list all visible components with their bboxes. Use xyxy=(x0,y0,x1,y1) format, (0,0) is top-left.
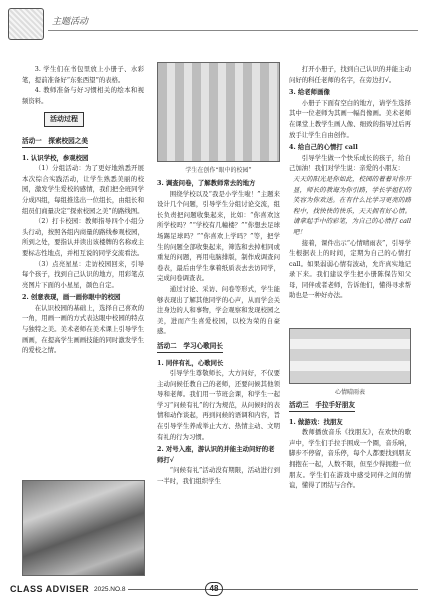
subheading: 3. 调查问卷，了解教师常去的地方 xyxy=(157,179,256,187)
page-header xyxy=(0,0,427,48)
paragraph: 在认识校园的基础上，选择自己喜欢的一角，用画一画的方式表达眼中校园的特点与独特之美。美术老师在美术课上引导学生画画，在提高学生画画技能的同时激发学生的爱校之情。 xyxy=(22,303,144,355)
paragraph: 教师播放音乐《找朋友》，在欢快的歌声中，学生们手拉手围成一个圈，音乐响，脚步不停留，音乐停，每个人都要找到朋友拥抱在一起，人数不限，但至少得拥抱一位朋友。学生们在游戏中感受同伴之间的情谊，懂得了团结与合作。 xyxy=(289,428,411,490)
section-title: 主题活动 xyxy=(52,17,89,27)
magazine-name: CLASS ADVISER xyxy=(10,584,90,594)
column-3 xyxy=(289,64,411,301)
issue-number: 2025.NO.8 xyxy=(94,586,126,593)
paragraph: （2）打卡校园：教师指导四个小组分头行动，按照各组内商量的路线参观校园，所到之处，要指认并读出该楼牌的名称或主要标志性地点，并相互说的同学交流看法。 xyxy=(22,217,144,257)
subheading: 3. 给老师画像 xyxy=(289,88,330,97)
photo-caption: 心情晴雨表 xyxy=(334,389,365,396)
subheading: 2. 对号入座，游认识的并能主动问好的老师打√ xyxy=(157,445,275,464)
paragraph: “问候有礼”活动没有期限，活动进行到一半时，我们组织学生 xyxy=(157,466,280,486)
student-drawing-photo xyxy=(157,62,280,162)
subheading: 1. 认识学校，参观校园 xyxy=(22,153,89,162)
header-illustration xyxy=(8,8,44,40)
paragraph: 引导学生做一个快乐成长的孩子，给自己加油！我们对学生说：亲爱的小朋友： xyxy=(289,153,411,173)
activity-heading: 活动三 手拉手好朋友 xyxy=(289,400,355,412)
mood-chart-photo xyxy=(289,328,411,384)
paragraph: 引导学生尊敬师长，大方问好，不仅要主动问候任教自己的老师，还要问候其他领导和老师。我们用一节班会课，和学生一起学习“问候有礼”的行为规范，从问候时的表情和动作谈起，再到问候的语调和内容，旨在引导学生养成举止大方、热情主动、文明有礼的行为习惯。 xyxy=(157,369,280,441)
subheading: 1. 同伴有礼，心歌同长 xyxy=(157,358,224,367)
page-number: 48 xyxy=(205,582,223,596)
subheading: 1. 做游戏：找朋友 xyxy=(289,417,343,426)
paragraph: 4. 教师准备与好习惯相关的绘本和视频资料。 xyxy=(22,86,144,105)
subheading: 2. 创意表现，画一画你眼中的校园 xyxy=(22,293,121,302)
header-rule xyxy=(48,30,418,31)
subheading: 4. 给自己的心情打 call xyxy=(289,143,358,152)
classroom-photo xyxy=(22,480,145,576)
photo-caption: 学生在创作“眼中的校园” xyxy=(185,167,252,174)
letter-text: 天天的阳光是你如此，校园的着着对你开显，师长的教诲为你引路，学长学姐们的笑容为你欢送。在有什么比学习更亮的路程中，找快快的快乐，天天拥有好心情。请拿起手中的彩笔，为自己的心情打 call 吧！ xyxy=(293,174,411,236)
paragraph: 接着，课件出示“心情晴雨表”，引导学生根据表上的时间，定期为自己的心情打 call。如果弱弱心情有波动，允许真实地记录下来。我们建议学生把小册陈保告知父母，同伴或者老师，告诉他们，懂得寻求帮助也是一种好办法。 xyxy=(289,238,411,300)
activity-heading: 活动一 探索校园之美 xyxy=(22,136,88,148)
activity-process-box: 活动过程 xyxy=(44,112,84,127)
activity-heading: 活动二 学习心歌同长 xyxy=(157,341,223,353)
footer-rule xyxy=(128,589,418,590)
paragraph: （3）点亮星星：走访校园回来，引导每个孩子，找到自己认识的地方，用彩笔点亮图片下面的小星星，颜色自定。 xyxy=(22,259,144,289)
column-1 xyxy=(22,64,144,356)
paragraph: （1）分组活动：为了更好地熟悉开展本次综合实践活动，让学生熟悉美丽的校园，激发学生爱校的感情，我们把全班同学分成四组，每组推选出一位组长，由组长和组员们商量决定“探索校园之美”的路线图。 xyxy=(22,164,144,215)
column-3-lower xyxy=(289,396,411,491)
paragraph: 小册子下面有空白的地方，请学生选择其中一位老师为其画一幅肖像画。美术老师在课堂上教学生画人像、细致的指导过后再放手让学生自由创作。 xyxy=(289,98,411,139)
paragraph: 3. 学生们在书包里放上小册子、水彩笔，提前准备好“东张西望”的表格。 xyxy=(22,65,144,84)
page-footer xyxy=(0,584,427,598)
paragraph: 围绕学校以及“我是小学生啦！”主题来设计几个问题，引导学生分组讨论交流，组长负责把问题收集起来，比如：“你喜欢这所学校吗？”“学校有几幢楼？”“你想去足球场踢足球吗？”“你喜欢上学吗？”等，把学生的问题全部收集起来，筛选和去掉相同或重复的问题，再用电脑排版，制作成调查问卷表，最后由学生拿着纸质表去去访同学，完成问卷调查表。 xyxy=(157,189,280,283)
paragraph: 打开小册子，找到自己认识的并能主动问好的科任老师的名字，在旁边打√。 xyxy=(289,65,411,84)
paragraph: 通过讨论、采访、问卷等形式，学生能够表现出了解其他同学的心声，从而学会关注身边的人和事物，学会观察和发现校园之美，进而产生喜爱校园，以校为荣的自豪感。 xyxy=(157,284,280,336)
column-2 xyxy=(157,176,280,487)
